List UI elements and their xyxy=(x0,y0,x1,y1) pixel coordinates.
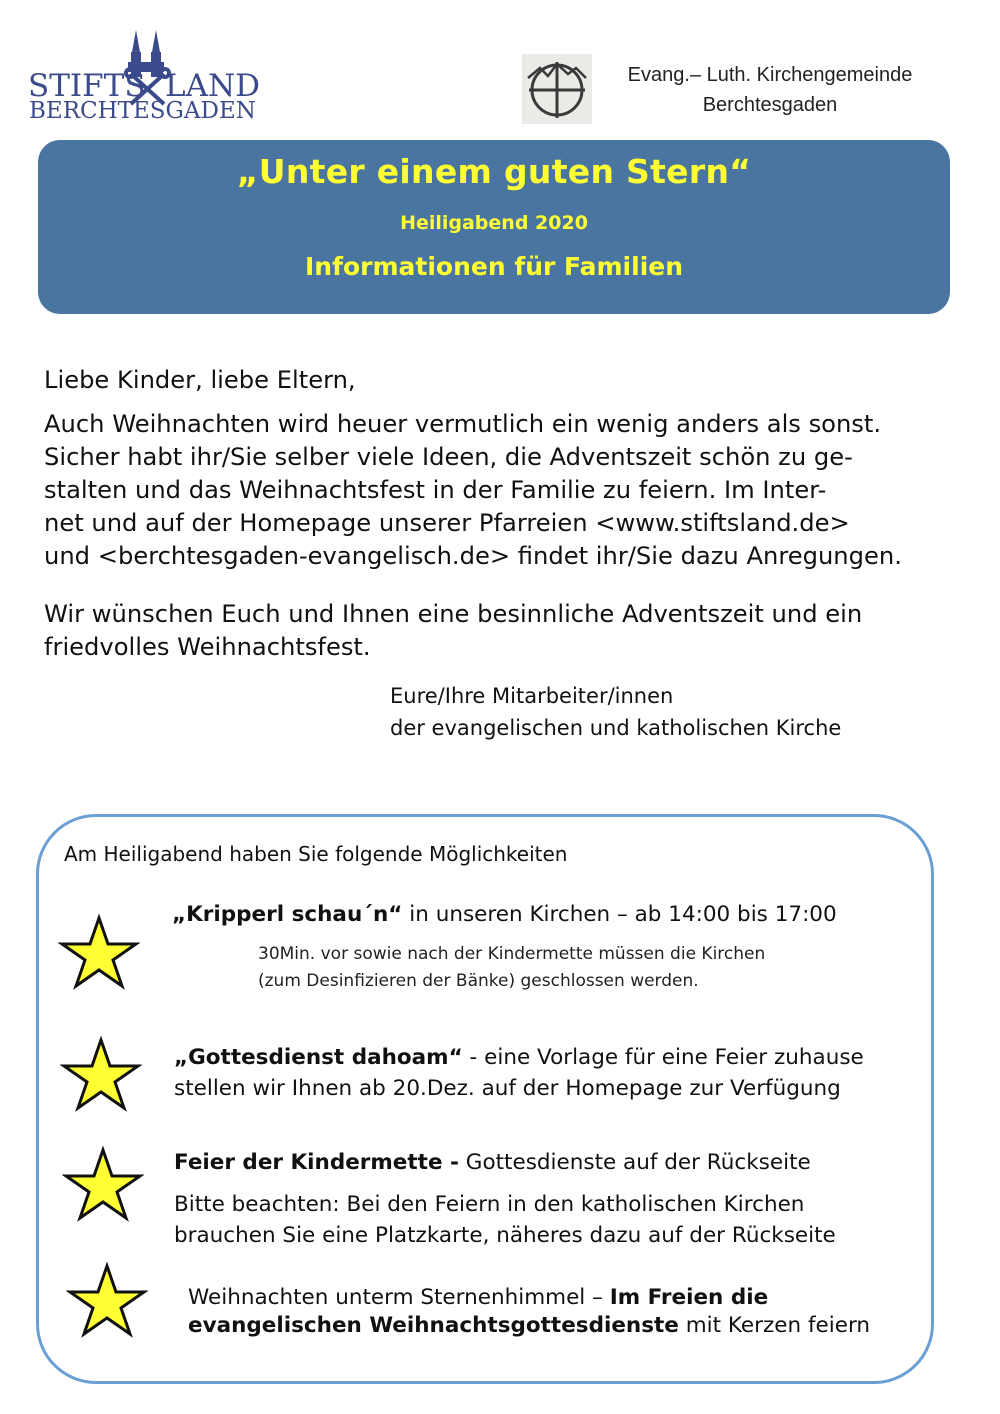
stiftsland-logo xyxy=(28,22,268,122)
option-sternenhimmel-bold2: evangelischen Weihnachtsgottesdienste xyxy=(188,1313,679,1338)
letter-line: Sicher habt ihr/Sie selber viele Ideen, die Adventszeit schön zu ge- xyxy=(44,443,853,471)
note-line: (zum Desinfizieren der Bänke) geschlossen werden. xyxy=(258,971,699,991)
option-gottesdienst-title: „Gottesdienst dahoam“ xyxy=(174,1045,463,1070)
letter-line: stalten und das Weihnachtsfest in der Familie zu feiern. Im Inter- xyxy=(44,476,827,504)
option-kindermette-note xyxy=(174,1189,836,1251)
logo-text-land: LAND xyxy=(165,68,260,104)
option-kindermette-title: Feier der Kindermette - xyxy=(174,1150,459,1175)
option-sternenhimmel-text: Weihnachten unterm Sternenhimmel – xyxy=(188,1285,610,1310)
letter-line: und <berchtesgaden-evangelisch.de> findet ihr/Sie dazu Anregungen. xyxy=(44,542,902,570)
option-kripperl-text: in unseren Kirchen – ab 14:00 bis 17:00 xyxy=(402,902,837,927)
signature-line: der evangelischen und katholischen Kirche xyxy=(390,716,842,740)
logo-text-stifts: STIFTS xyxy=(28,68,146,104)
title-banner xyxy=(38,140,950,314)
star-icon xyxy=(62,1146,144,1222)
parish-name-line1: Evang.– Luth. Kirchengemeinde xyxy=(627,64,913,86)
signature-line: Eure/Ihre Mitarbeiter/innen xyxy=(390,684,674,708)
parish-name-line2: Berchtesgaden xyxy=(702,94,838,116)
option-kripperl-note xyxy=(258,941,765,995)
parish-logo xyxy=(522,54,592,124)
letter-line: Wir wünschen Euch und Ihnen eine besinnliche Adventszeit und ein xyxy=(44,600,863,628)
note-line: 30Min. vor sowie nach der Kindermette müssen die Kirchen xyxy=(258,944,766,964)
option-kindermette-line2: Bitte beachten: Bei den Feiern in den katholischen Kirchen xyxy=(174,1192,805,1217)
banner-subtitle: Heiligabend 2020 xyxy=(400,212,588,234)
option-gottesdienst-text: - eine Vorlage für eine Feier zuhause xyxy=(462,1045,864,1070)
letter-line: friedvolles Weihnachtsfest. xyxy=(44,633,371,661)
letter-paragraph-1 xyxy=(44,408,964,573)
option-sternenhimmel xyxy=(188,1284,870,1340)
option-kindermette-line3: brauchen Sie eine Platzkarte, näheres dazu auf der Rückseite xyxy=(174,1223,836,1248)
options-heading: Am Heiligabend haben Sie folgende Möglichkeiten xyxy=(64,842,568,866)
banner-info: Informationen für Familien xyxy=(304,252,684,281)
logo-text-berchtesgaden: BERCHTESGADEN xyxy=(29,98,256,122)
option-kindermette xyxy=(174,1147,811,1178)
star-icon xyxy=(66,1262,148,1338)
star-icon xyxy=(58,914,140,990)
option-gottesdienst-line2: stellen wir Ihnen ab 20.Dez. auf der Homepage zur Verfügung xyxy=(174,1076,841,1101)
option-sternenhimmel-bold: Im Freien die xyxy=(609,1285,769,1310)
option-kindermette-text: Gottesdienste auf der Rückseite xyxy=(458,1150,811,1175)
letter-paragraph-2 xyxy=(44,598,964,664)
letter-line: Auch Weihnachten wird heuer vermutlich ein wenig anders als sonst. xyxy=(44,410,882,438)
star-icon xyxy=(60,1036,142,1112)
option-gottesdienst-dahoam xyxy=(174,1042,864,1104)
parish-name xyxy=(600,60,940,120)
letter-signature xyxy=(390,680,841,744)
letter-greeting: Liebe Kinder, liebe Eltern, xyxy=(44,366,356,394)
banner-title: „Unter einem guten Stern“ xyxy=(236,152,752,191)
option-kripperl-title: „Kripperl schau´n“ xyxy=(172,902,403,927)
option-kripperl xyxy=(172,899,837,930)
letter-line: net und auf der Homepage unserer Pfarreien <www.stiftsland.de> xyxy=(44,509,850,537)
option-sternenhimmel-text2: mit Kerzen feiern xyxy=(678,1313,871,1338)
